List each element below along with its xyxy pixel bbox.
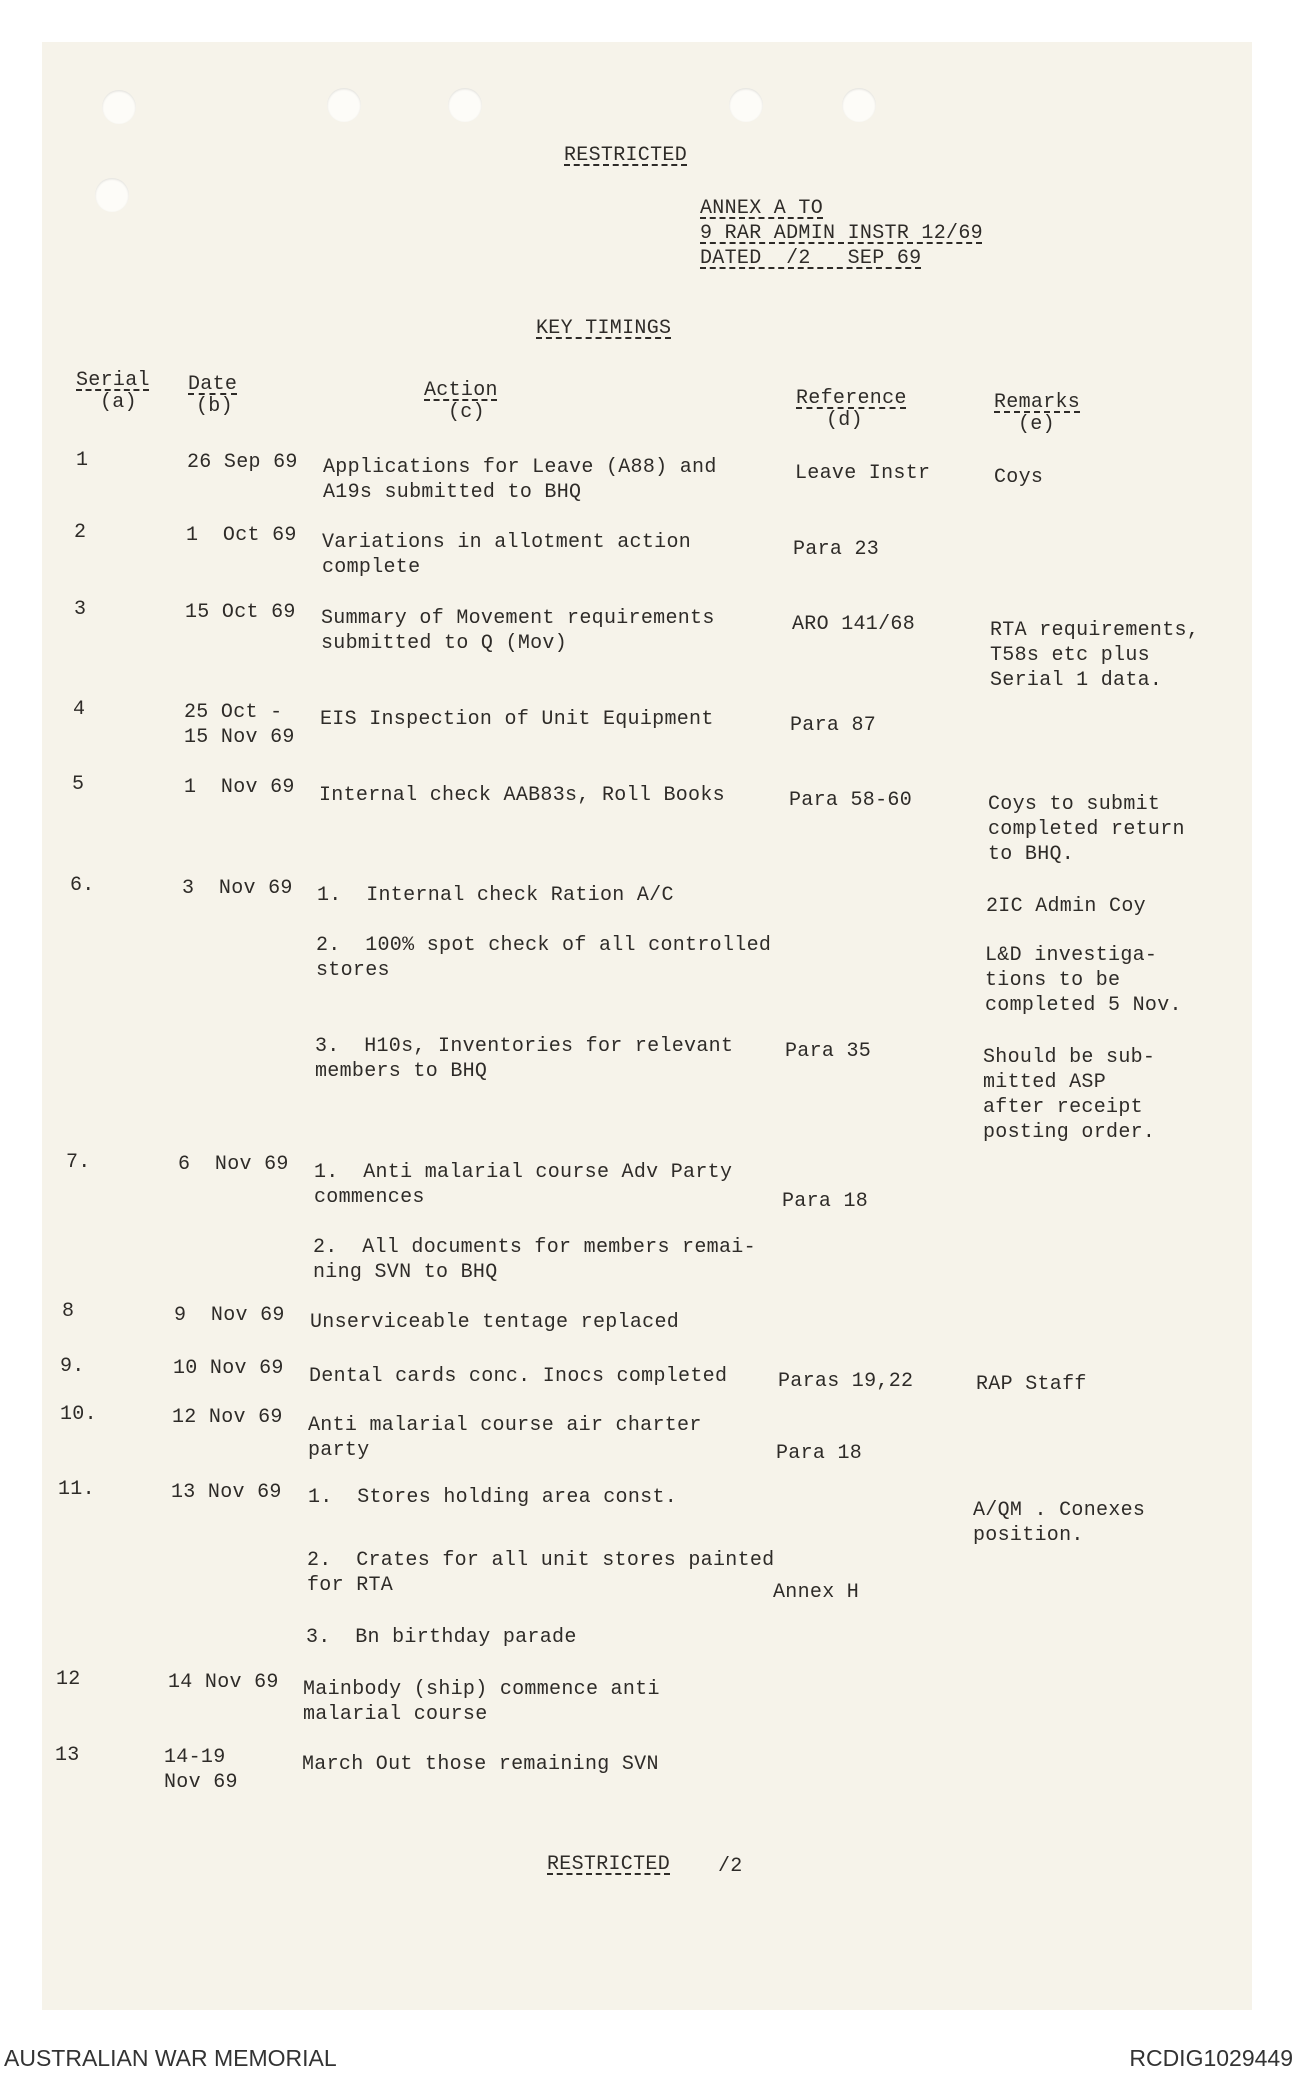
- row-serial: 6.: [70, 874, 95, 897]
- row-reference: Para 35: [785, 1040, 872, 1063]
- row-date: 1 Nov 69: [184, 776, 295, 799]
- row-action-item: 2. All documents for members remai- ning SVN to BHQ: [313, 1236, 756, 1284]
- row-serial: 3: [74, 598, 87, 621]
- row-action-item: 1. Internal check Ration A/C: [317, 884, 674, 907]
- row-date: 13 Nov 69: [171, 1481, 282, 1504]
- row-reference: Para 23: [793, 538, 880, 561]
- punch-hole: [448, 88, 482, 122]
- row-date: 3 Nov 69: [182, 877, 293, 900]
- row-remarks-item: L&D investiga- tions to be completed 5 Nov.: [985, 944, 1182, 1017]
- header-reference-sub: (d): [826, 409, 863, 432]
- row-remarks-item: 2IC Admin Coy: [986, 895, 1146, 918]
- row-action: Variations in allotment action complete: [322, 531, 692, 579]
- row-reference: Para 18: [776, 1442, 863, 1465]
- header-date-sub: (b): [196, 395, 233, 418]
- annex-line-1: ANNEX A TO: [700, 197, 824, 220]
- row-serial: 12: [56, 1668, 81, 1691]
- row-remarks: RTA requirements, T58s etc plus Serial 1 data.: [990, 619, 1200, 692]
- row-action: Mainbody (ship) commence anti malarial course: [303, 1678, 660, 1726]
- header-remarks-sub: (e): [1018, 413, 1055, 436]
- row-reference: Leave Instr: [795, 462, 931, 485]
- row-action: Summary of Movement requirements submitted to Q (Mov): [321, 607, 715, 655]
- classification-top: RESTRICTED: [564, 144, 688, 167]
- footer-item-id: RCDIG1029449: [1129, 2045, 1293, 2071]
- header-date: Date: [188, 373, 238, 396]
- header-action: Action: [424, 379, 498, 402]
- row-date: 15 Oct 69: [185, 601, 296, 624]
- row-serial: 8: [62, 1300, 75, 1323]
- header-serial: Serial: [76, 369, 150, 392]
- annex-line-3: DATED /2 SEP 69: [700, 247, 922, 270]
- row-date: 14-19 Nov 69: [164, 1746, 238, 1794]
- row-action: Applications for Leave (A88) and A19s submitted to BHQ: [323, 456, 717, 504]
- row-action: Unserviceable tentage replaced: [310, 1311, 680, 1334]
- row-action-item: 2. Crates for all unit stores painted for RTA: [307, 1549, 775, 1597]
- row-date: 25 Oct - 15 Nov 69: [184, 701, 295, 749]
- row-action: Anti malarial course air charter party: [308, 1414, 702, 1462]
- row-remarks: Coys: [994, 466, 1044, 489]
- punch-hole: [327, 88, 361, 122]
- row-action-item: 1. Anti malarial course Adv Party commences: [314, 1161, 733, 1209]
- row-reference: Para 87: [790, 714, 877, 737]
- punch-hole: [95, 178, 129, 212]
- row-serial: 9.: [60, 1355, 85, 1378]
- row-date: 9 Nov 69: [174, 1304, 285, 1327]
- row-action-item: 3. Bn birthday parade: [306, 1626, 577, 1649]
- row-reference: Para 18: [782, 1190, 869, 1213]
- row-date: 26 Sep 69: [187, 451, 298, 474]
- row-serial: 10.: [60, 1403, 97, 1426]
- row-remarks: RAP Staff: [976, 1373, 1087, 1396]
- header-remarks: Remarks: [994, 391, 1081, 414]
- row-action-item: 1. Stores holding area const.: [308, 1486, 678, 1509]
- row-date: 1 Oct 69: [186, 524, 297, 547]
- row-remarks-item: Should be sub- mitted ASP after receipt posting order.: [983, 1046, 1156, 1144]
- row-remarks: A/QM . Conexes position.: [973, 1499, 1146, 1547]
- row-action: March Out those remaining SVN: [302, 1753, 659, 1776]
- header-action-sub: (c): [448, 401, 485, 424]
- footer-institution: AUSTRALIAN WAR MEMORIAL: [4, 2045, 337, 2071]
- row-serial: 5: [72, 773, 85, 796]
- next-page-marker: /2: [718, 1855, 743, 1878]
- row-serial: 7.: [66, 1151, 91, 1174]
- punch-hole: [102, 90, 136, 124]
- header-reference: Reference: [796, 387, 907, 410]
- row-date: 14 Nov 69: [168, 1671, 279, 1694]
- row-date: 6 Nov 69: [178, 1153, 289, 1176]
- row-reference: Annex H: [773, 1581, 860, 1604]
- row-serial: 4: [73, 698, 86, 721]
- row-action: Dental cards conc. Inocs completed: [309, 1365, 728, 1388]
- row-action-item: 3. H10s, Inventories for relevant members to BHQ: [315, 1035, 734, 1083]
- row-serial: 11.: [58, 1478, 95, 1501]
- row-action-item: 2. 100% spot check of all controlled stores: [316, 934, 772, 982]
- page-title: KEY TIMINGS: [536, 317, 672, 340]
- row-action: EIS Inspection of Unit Equipment: [320, 708, 714, 731]
- row-reference: Para 58-60: [789, 789, 913, 812]
- row-serial: 13: [55, 1744, 80, 1767]
- row-date: 12 Nov 69: [172, 1406, 283, 1429]
- classification-bottom: RESTRICTED: [547, 1853, 671, 1876]
- row-serial: 1: [76, 449, 89, 472]
- header-serial-sub: (a): [100, 391, 137, 414]
- annex-line-2: 9 RAR ADMIN INSTR 12/69: [700, 222, 983, 245]
- row-serial: 2: [74, 521, 87, 544]
- row-reference: ARO 141/68: [792, 613, 916, 636]
- row-remarks: Coys to submit completed return to BHQ.: [988, 793, 1185, 866]
- row-action: Internal check AAB83s, Roll Books: [319, 784, 725, 807]
- punch-hole: [729, 88, 763, 122]
- row-date: 10 Nov 69: [173, 1357, 284, 1380]
- punch-hole: [842, 88, 876, 122]
- row-reference: Paras 19,22: [778, 1370, 914, 1393]
